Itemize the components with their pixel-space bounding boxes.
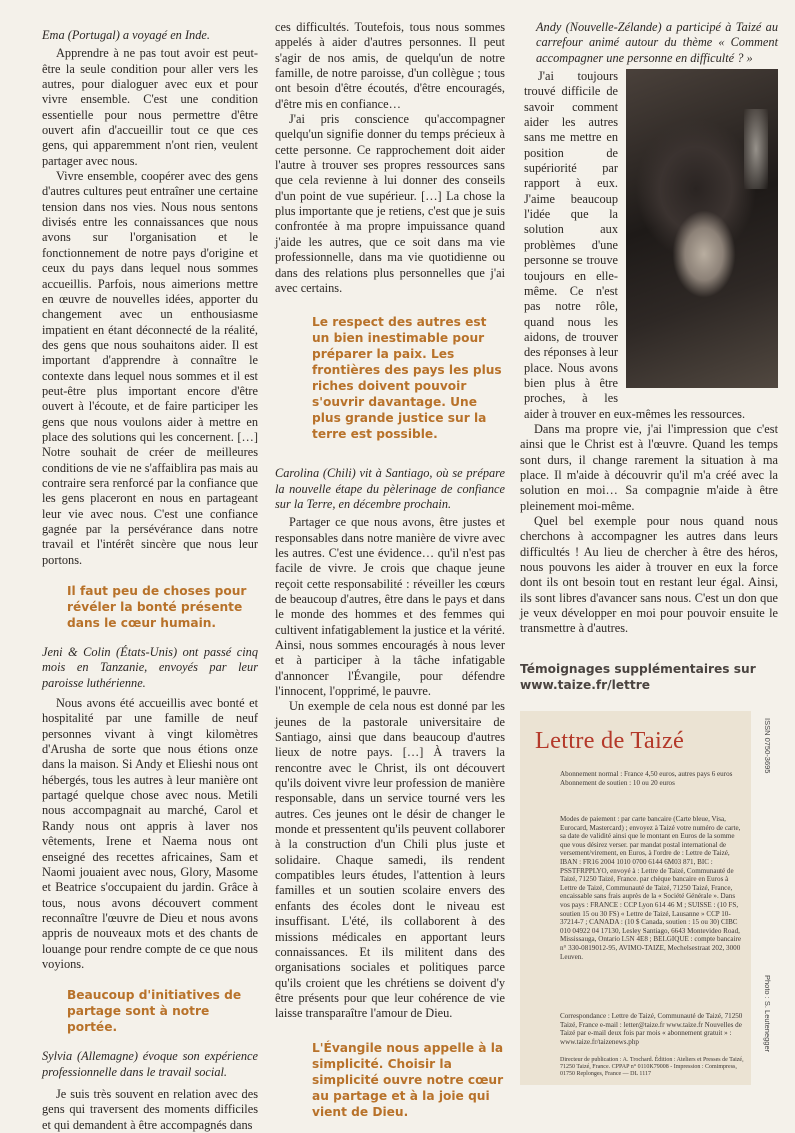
- intro-andy: Andy (Nouvelle-Zélande) a participé à Taizé au carrefour animé autour du thème « Comment accompagner une personne en difficulté ? »: [536, 20, 778, 65]
- paragraph: Vivre ensemble, coopérer avec des gens d'autres cultures peut entraîner une certaine tension dans nos vies. Nous nous sentons divisés entre les connaissances que nous avons sur l'organisation et le fonctionnement de notre pays d'origine et ceux du pays dans lequel nous sommes accueillis. Parfois, nous aimerions mettre en œuvre de nouvelles idées, apporter du changement avec un enthousiasme impatient en étant déconnecté de la réalité, des gens que nous souhaitons aider. Il est important d'apprendre à connaître le contexte dans lequel nous sommes et il est peut-être plus important encore d'être ouvert à l'écoute, et de faire participer les gens que nous voulons aider à mettre en place des solutions qui les concernent. […] Notre souhait de créer de meilleures conditions de vie ne s'affaiblira pas mais au contraire sera renforcé par la confiance que les gens placeront en nous en partageant leur vie avec nous. C'est une confiance gagnée par la persévérance dans notre travail et l'intérêt sincère que nous leur portons.: [42, 169, 258, 567]
- payment-modes: Modes de paiement : par carte bancaire (Carte bleue, Visa, Eurocard, Mastercard) ; envoyez à Taizé votre numéro de carte, sa date de validité ainsi que le montant en Euros de la somme que vous désirez verser. par mandat postal international de versement/virement, en Euros, à l'ordre de : Lettre de Taizé, IBAN : FR16 2004 1010 0700 6144 6M03 871, BIC : PSSTFRPPLYO, envoyé à : Lettre de Taizé, Communauté de Taizé, 71250 Taizé, France. par chèque bancaire en Euros à Lettre de Taizé, Communauté de Taizé, 71250 Taizé, France, encaissable sans frais auprès de la « Société Générale ». Dans vos pays : FRANCE : CCP Lyon 614 46 M ; SUISSE : (10 FS, soutien 15 ou 30 FS) « Lettre de Taizé, Lausanne » CCP 10-37214-7 ; CANADA : (10 $ Canada, soutien : 15 ou 30) CIBC 010 04922 04 17130, Lesley Santiago, 6643 Montevideo Road, Mississauga, Ontario L5N 4E8 ; BELGIQUE : compte bancaire n° 330-0819012-95, AVIMO-TAIZE, Mechelsestraat 202, 3000 Leuven.: [560, 815, 742, 961]
- more-testimonies: [520, 661, 778, 693]
- issn-text: ISSN 0750-3695: [763, 718, 772, 774]
- photo-credit-text: Photo : S. Leutenegger: [763, 975, 772, 1053]
- column-2: [275, 20, 505, 1120]
- pull-quote: Il faut peu de choses pour révéler la bonté présente dans le cœur humain.: [67, 584, 247, 631]
- pull-quote: L'Évangile nous appelle à la simplicité. Choisir la simplicité ouvre notre cœur au partage et à la joie qui vient de Dieu.: [312, 1040, 504, 1119]
- brand-title: Lettre de Taizé: [535, 727, 685, 754]
- correspondence: Correspondance : Lettre de Taizé, Communauté de Taizé, 71250 Taizé, France e-mail : letter@taize.fr www.taize.fr Nouvelles de Taizé par e-mail deux fois par mois « abonnement gratuit » : www.taize.fr/taizenews.php: [560, 1012, 743, 1046]
- photo-credit: [760, 975, 774, 1080]
- more-testimonies-label: Témoignages supplémentaires sur: [520, 661, 756, 676]
- intro-carolina: Carolina (Chili) vit à Santiago, où se prépare la nouvelle étape du pèlerinage de confiance sur la Terre, en décembre prochain.: [275, 466, 505, 511]
- issn-code: [760, 718, 774, 808]
- paragraph: Dans ma propre vie, j'ai l'impression que c'est ainsi que le Christ est à l'œuvre. Quand les temps sont durs, il change rarement la situation à ma place. Il m'aide à découvrir qu'il m'a créé avec la solution en moi… Sa compagnie m'aide à être pleinement moi-même.: [520, 421, 778, 513]
- paragraph: Un exemple de cela nous est donné par les jeunes de la pastorale universitaire de Santiago, ainsi que dans beaucoup d'autres lieux de notre pays. […] À travers la rencontre avec le Christ, ils ont découvert qu'ils doivent vivre leur profession de manière responsable, dans un service tourné vers les autres. Ces jeunes ont le désir de changer le monde et pressentent qu'ils peuvent collaborer à la construction d'un Chili plus juste et solidaire. Chaque samedi, ils rendent compatibles leurs études, l'attention à leurs familles et un soutien scolaire envers des enfants des écoles dont le niveau est insuffisant. L'été, ils collaborent à des missions médicales en apportant leurs connaissances. Et ils militent dans des organisations sociales et politiques parce qu'ils croient que les chrétiens se doivent d'y être présents pour que leur cohérence de vie laisse transparaître l'amour de Dieu.: [275, 699, 505, 1021]
- paragraph: J'ai pris conscience qu'accompagner quelqu'un signifie donner du temps précieux à cette personne. Ce rapprochement doit aider l'autre à trouver ses propres ressources sans que cela revienne à lui donner des conseils d'un point de vue supérieur. […] La chose la plus importante que je retiens, c'est que je suis confrontée à ma propre impuissance quand j'aide les autres, que ce soit dans ma vie professionnelle, dans ma vie quotidienne ou dans des relations plus personnelles que j'ai avec certains.: [275, 112, 505, 295]
- pull-quote: Beaucoup d'initiatives de partage sont à notre portée.: [67, 988, 242, 1035]
- more-testimonies-link[interactable]: www.taize.fr/lettre: [520, 677, 650, 692]
- photo-highlight: [744, 109, 768, 189]
- subscription-box: [520, 711, 751, 1085]
- intro-sylvia: Sylvia (Allemagne) évoque son expérience professionnelle dans le travail social.: [42, 1049, 258, 1079]
- intro-ema: Ema (Portugal) a voyagé en Inde.: [42, 28, 210, 42]
- pull-quote: Le respect des autres est un bien inestimable pour préparer la paix. Les frontières des pays les plus riches doivent pouvoir s'ouvrir davantage. Une plus grande justice sur la terre est possible.: [312, 315, 502, 442]
- paragraph: Nous avons été accueillis avec bonté et hospitalité par une famille de neuf personnes vivant à vingt kilomètres d'Arusha de sorte que nous étions onze dans la maison. Si Andy et Elieshi nous ont hébergés, tous les autres à leur manière ont partagé quelque chose avec nous. Metili nous accompagnait au marché, Carol et Randy nous ont appris à laver nos vêtements, Irene et Naema nous ont enseigné des recettes africaines, Sam et Naomi jouaient avec nous, Glory, Masome et Beatrice s'occupaient du jardin. Grâce à tous, nous avons découvert comment reconnaître l'œuvre de Dieu et nous avons appris de nouveaux mots et des chants de louange pour rendre compte de ce que nous voyions.: [42, 696, 258, 971]
- portrait-photo: [626, 69, 778, 388]
- paragraph: ces difficultés. Toutefois, tous nous sommes appelés à aider d'autres personnes. Il peut s'agir de nos amis, de quelqu'un de notre famille, de notre paroisse, d'un collègue ; tous ont besoin d'être écoutés, d'être encouragés, d'être mis en confiance…: [275, 20, 505, 111]
- paragraph: Quel bel exemple pour nous quand nous cherchons à accompagner les autres dans leurs difficultés ! Au lieu de chercher à être des héros, nous pouvons les aider à trouver en eux la force dont ils ont besoin tout en restant leur égal. Ainsi, ils sont libres d'avancer sans nous. C'est un don que je veux développer en moi pour pouvoir ensuite le transmettre à d'autres.: [520, 514, 778, 636]
- intro-jeni-colin: Jeni & Colin (États-Unis) ont passé cinq mois en Tanzanie, envoyés par leur paroisse luthérienne.: [42, 645, 258, 690]
- paragraph: Apprendre à ne pas tout avoir est peut-être la seule condition pour aller vers les autres, pour dialoguer avec eux et pour vivre ensemble. C'est une condition essentielle pour nous permettre d'être ouvert afin d'accueillir tout ce que ces gens, qui apparemment n'ont rien, veulent partager avec nous.: [42, 46, 258, 168]
- paragraph: Je suis très souvent en relation avec des gens qui traversent des moments difficiles et qui demandent à être accompagnés dans: [42, 1086, 258, 1132]
- paragraph: J'ai toujours trouvé difficile de savoir comment aider les autres sans me mettre en position de supériorité par rapport à eux. J'aime beaucoup l'idée que la solution aux problèmes d'une personne se trouve toujours en elle-même. Ce n'est pas notre rôle, quand nous les aidons, de trouver des réponses à leur place. Nous avons bien plus à être proches, à les aider à trouver en eux-mêmes les ressources.: [524, 69, 746, 421]
- publication-info: Directeur de publication : A. Trochard. Édition : Ateliers et Presses de Taizé, 71250 Taizé, France. CPPAP n° 0110K79008 - Impression : Comimpress, 01750 Replonges, France — DL 1117: [560, 1057, 744, 1077]
- subscription-rates: Abonnement normal : France 4,50 euros, autres pays 6 euros Abonnement de soutien : 10 ou 20 euros: [560, 770, 733, 787]
- paragraph: Partager ce que nous avons, être justes et responsables dans notre manière de vivre avec les autres. C'est une évidence… qu'il n'est pas facile de vivre. Je crois que chaque jeune reçoit cette responsabilité : réveiller les cœurs de beaucoup d'autres, être dans le pays et dans le monde des hommes et des femmes qui cultivent infatigablement la justice et la vérité. Ainsi, nous sommes encouragés à nous lever et à participer à la tâche infatigable d'annoncer l'Évangile, pour défendre l'innocent, l'opprimé, le pauvre.: [275, 515, 505, 698]
- column-1: [42, 28, 258, 1133]
- column-3: [520, 20, 778, 693]
